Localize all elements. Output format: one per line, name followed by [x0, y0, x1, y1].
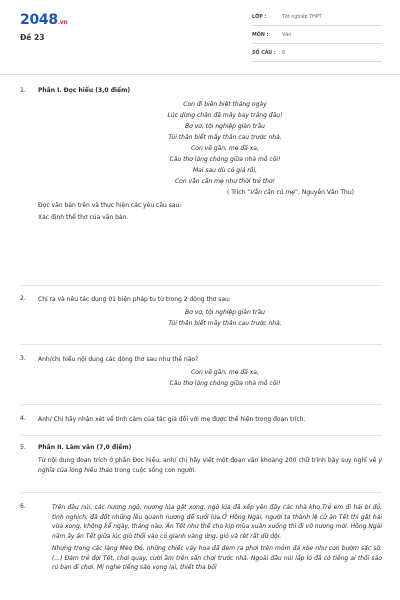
question-number: 6. — [20, 503, 26, 510]
question-number: 1. — [20, 87, 26, 94]
meta-value: Văn — [282, 33, 292, 38]
meta-label: MÔN : — [252, 33, 269, 38]
poem-line: Bơ vơ, tội nghiệp giàn trầu — [185, 123, 265, 130]
poem — [68, 99, 382, 187]
poem-line: Câu thơ lóng chóng giữa nhà mồ côi! — [169, 156, 281, 163]
poem-credit — [38, 187, 354, 198]
exam-content — [0, 74, 400, 600]
poem-line: Túi thân biết mấy thân cau trước nhà. — [168, 320, 282, 327]
logo-suffix: .vn — [57, 19, 68, 26]
question-1 — [20, 87, 382, 223]
divider — [20, 492, 382, 493]
meta-row-class — [252, 12, 382, 26]
question-4 — [20, 415, 382, 425]
poem-line: Con vẫn cần mẹ như thời trẻ thơ! — [174, 178, 275, 185]
poem-line: Bơ vơ, tội nghiệp giàn trầu — [185, 309, 265, 316]
page-header — [0, 0, 400, 75]
question-number: 3. — [20, 355, 26, 362]
passage — [38, 503, 382, 573]
divider — [20, 404, 382, 405]
instruction-line: Đọc văn bản trên và thực hiện các yêu cầu sau: — [38, 202, 182, 209]
passage-paragraph: Nhưng trong các làng Mèo Đỏ, những chiếc váy hoa đã đem ra phơi trên mỏm đá xòe như con bướm sặc sỡ. (...) Đám trẻ đợi Tết, chơi quay, cười ầm trên sân chơi trước nhà. Ngoài đầu núi lấp ló đã có tiếng ai thổi sáo rủ bạn đi chơi. Mị nghe tiếng sáo vọng lại, thiết tha bổi — [52, 545, 382, 571]
poem — [68, 367, 382, 389]
question-number: 5. — [20, 444, 26, 451]
prompt-emphasis: ý nghĩa của lòng hiếu thảo — [38, 457, 382, 474]
site-logo[interactable] — [20, 12, 67, 28]
section-title: Phần II. Làm văn (7,0 điểm) — [38, 444, 132, 451]
question-number: 2. — [20, 295, 26, 302]
divider — [20, 344, 382, 345]
exam-code: Đề 23 — [20, 33, 45, 42]
poem-line: Con về gần, mẹ đã xa, — [191, 145, 259, 152]
question-2 — [20, 295, 382, 329]
section-title: Phần I. Đọc hiểu (3,0 điểm) — [38, 87, 131, 94]
credit-suffix: ”, Nguyễn Văn Thu) — [294, 189, 354, 196]
poem-line: Túi thân biết mấy thân cau trước nhà. — [168, 134, 282, 141]
logo-text: 2048 — [20, 12, 58, 28]
poem-line: Con đi biền biệt tháng ngày — [183, 101, 267, 108]
exam-meta — [252, 12, 382, 66]
credit-prefix: ( Trích “ — [227, 189, 251, 196]
divider — [20, 285, 382, 286]
question-3 — [20, 355, 382, 389]
question-prompt: Chỉ ra và nêu tác dụng 01 biện pháp tu từ trong 2 dòng thơ sau: — [38, 296, 231, 303]
instruction-line: Xác định thể thơ của văn bản. — [38, 214, 129, 221]
prompt-text: trong cuộc sống con người. — [112, 466, 197, 474]
credit-title: Vẫn cần có mẹ — [250, 189, 295, 196]
meta-label: LỚP : — [252, 15, 267, 20]
meta-row-count — [252, 48, 382, 62]
meta-label: SỐ CÂU : — [252, 51, 276, 56]
question-5 — [20, 444, 382, 475]
question-prompt: Anh/ Chị hãy nhận xét về tình cảm của tác giả đối với mẹ được thể hiện trong đoạn trích. — [38, 416, 306, 423]
question-number: 4. — [20, 415, 26, 422]
poem — [68, 307, 382, 329]
poem-line: Mai sau dù có giả rồi, — [192, 167, 258, 174]
passage-paragraph: Trên đầu núi, các nương ngô, nương lúa gặt xong, ngô lúa đã xếp yên đầy các nhà kho.Trẻ em đi hái bí đỏ, tinh nghịch, đã đốt những lều quanh nương để sưởi lửa.Ở Hồng Ngài, người ta thành lệ cứ ăn Tết thì gặt hái vừa xong, không kể ngày, tháng nào. Ăn Tết như thế cho kịp mùa xuân xuống thì đi vỡ nương mới. Hồng Ngài năm ấy ăn Tết giữa lúc gió thổi vào cỏ gianh vàng ửng, gió và rét rất dữ dội. — [52, 504, 382, 540]
poem-line: Lúc dừng chân đã mây bay trắng đầu! — [167, 112, 283, 119]
meta-value: Tốt nghiệp THPT — [282, 15, 322, 20]
meta-value: 6 — [282, 51, 286, 56]
question-6 — [20, 503, 382, 573]
question-prompt: Anh/chị hiểu nội dung các dòng thơ sau như thế nào? — [38, 356, 199, 363]
prompt-text: Từ nội dung đoạn trích ở phần Đọc hiểu, anh/ chị hãy viết một đoạn văn khoảng 200 chữ trình bày suy nghĩ về — [38, 457, 379, 464]
divider — [20, 435, 382, 436]
poem-line: Câu thơ lóng chóng giữa nhà mồ côi! — [169, 380, 281, 387]
question-prompt — [38, 456, 382, 475]
poem-line: Con về gần, mẹ đã xa, — [191, 369, 259, 376]
meta-row-subject — [252, 30, 382, 44]
